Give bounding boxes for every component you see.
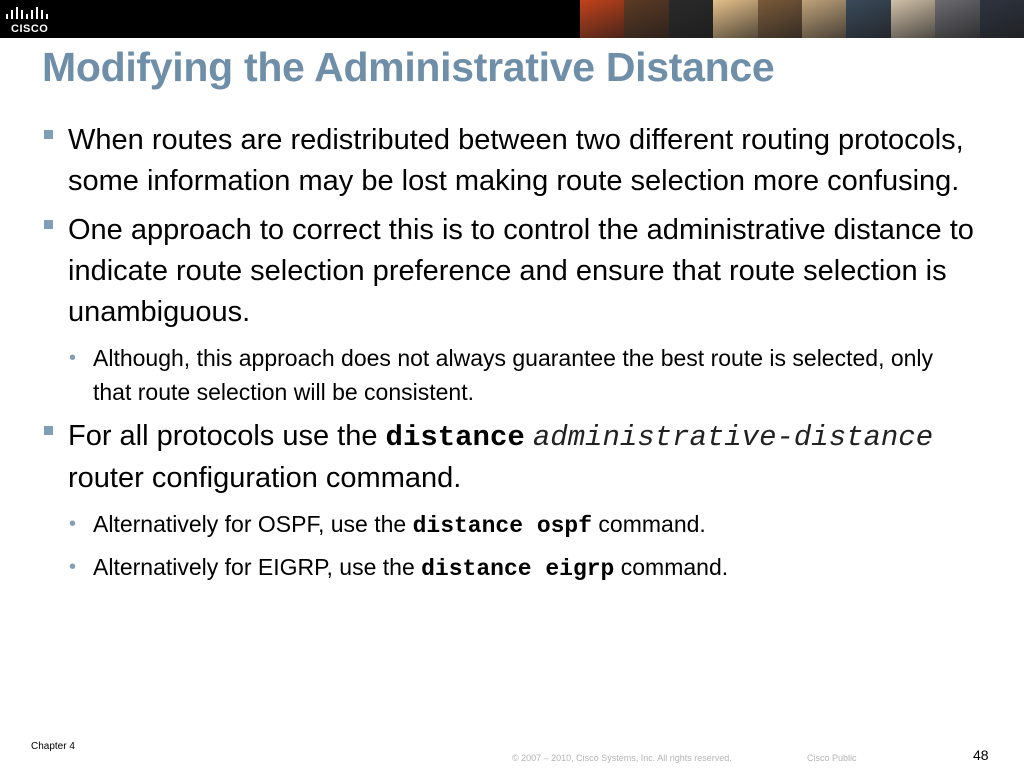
header-photo (713, 0, 757, 38)
bullet-administrative-distance (42, 210, 977, 333)
header-photo (891, 0, 935, 38)
sub-bullet-suffix: command. (592, 511, 706, 537)
copyright-notice: © 2007 – 2010, Cisco Systems, Inc. All rights reserved. (512, 753, 732, 763)
bullet-text: When routes are redistributed between two different routing protocols, some information may be lost making route selection more confusing. (68, 124, 964, 197)
cisco-logo-text: CISCO (11, 23, 49, 35)
command-keyword: distance (385, 421, 525, 454)
slide-title: Modifying the Administrative Distance (42, 44, 775, 90)
header-photo (846, 0, 890, 38)
sub-bullet-eigrp (42, 550, 977, 586)
header-photo (580, 0, 624, 38)
header-photo (669, 0, 713, 38)
sub-bullet-consistency (42, 341, 977, 409)
sub-bullet-prefix: Alternatively for EIGRP, use the (93, 554, 422, 580)
header-photo (624, 0, 668, 38)
header-photo (802, 0, 846, 38)
classification-label: Cisco Public (807, 753, 857, 763)
command-keyword: distance eigrp (421, 556, 615, 582)
sub-bullet-suffix: command. (614, 554, 729, 580)
header-bar (0, 0, 1024, 38)
slide-body (42, 120, 977, 593)
square-bullet-icon (44, 426, 53, 435)
dot-bullet-icon: • (69, 556, 77, 578)
square-bullet-icon (44, 220, 53, 229)
header-photo (758, 0, 802, 38)
header-photo (935, 0, 979, 38)
bullet-redistribution (42, 120, 977, 202)
page-number: 48 (973, 747, 989, 763)
cisco-bridge-icon (6, 5, 58, 21)
header-photo (980, 0, 1024, 38)
square-bullet-icon (44, 130, 53, 139)
bullet-distance-command (42, 416, 977, 499)
command-argument: administrative-distance (532, 421, 934, 454)
command-keyword: distance ospf (412, 513, 593, 539)
sub-bullet-prefix: Alternatively for OSPF, use the (93, 511, 413, 537)
sub-bullet-ospf (42, 507, 977, 543)
dot-bullet-icon: • (69, 513, 77, 535)
bullet-text-suffix: router configuration command. (68, 462, 462, 494)
dot-bullet-icon: • (69, 347, 77, 369)
sub-bullet-text: Although, this approach does not always guarantee the best route is selected, only that route selection will be consistent. (93, 345, 934, 405)
bullet-text: One approach to correct this is to control the administrative distance to indicate route selection preference and ensure that route selection is unambiguous. (68, 214, 974, 328)
bullet-text-prefix: For all protocols use the (68, 420, 386, 452)
cisco-logo (6, 5, 58, 35)
chapter-label: Chapter 4 (31, 741, 75, 752)
photo-strip (580, 0, 1024, 38)
